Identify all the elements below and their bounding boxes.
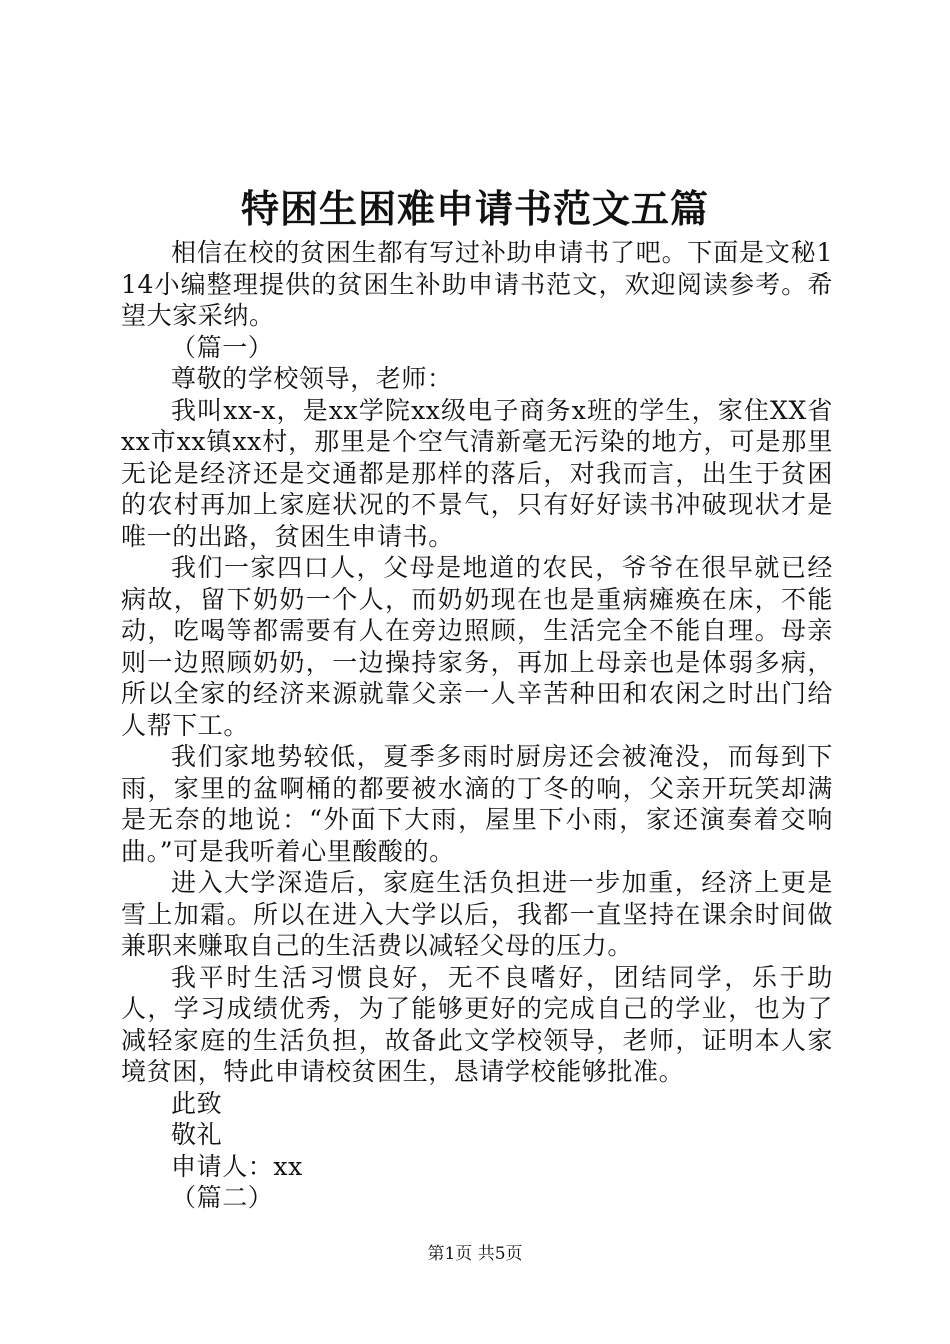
body-paragraph: 我叫xx-x，是xx学院xx级电子商务x班的学生，家住XX省xx市xx镇xx村，那里是个空气清新毫无污染的地方，可是那里无论是经济还是交通都是那样的落后，对我而言，出生于贫困的农村再加上家庭状况的不景气，只有好好读书冲破现状才是唯一的出路，贫困生申请书。 [121, 395, 833, 551]
body-paragraph: 我们一家四口人，父母是地道的农民，爷爷在很早就已经病故，留下奶奶一个人，而奶奶现在也是重病瘫痪在床，不能动，吃喝等都需要有人在旁边照顾，生活完全不能自理。母亲则一边照顾奶奶，一边操持家务，再加上母亲也是体弱多病，所以全家的经济来源就靠父亲一人辛苦种田和农闲之时出门给人帮下工。 [121, 553, 833, 740]
document-title: 特困生困难申请书范文五篇 [240, 186, 709, 231]
closing-salute: 敬礼 [171, 1120, 223, 1149]
body-paragraph: 我们家地势较低，夏季多雨时厨房还会被淹没，而每到下雨，家里的盆啊桶的都要被水滴的丁冬的响，父亲开玩笑却满是无奈的地说：“外面下大雨，屋里下小雨，家还演奏着交响曲。”可是我听着心里酸酸的。 [121, 742, 833, 866]
section-heading-2: （篇二） [171, 1183, 274, 1212]
document-body [121, 237, 833, 1214]
body-paragraph: 进入大学深造后，家庭生活负担进一步加重，经济上更是雪上加霜。所以在进入大学以后，我都一直坚持在课余时间做兼职来赚取自己的生活费以减轻父母的压力。 [121, 868, 833, 960]
closing-line: 此致 [171, 1088, 223, 1118]
page-footer: 第1页 共5页 [427, 1244, 523, 1264]
section-heading-1: （篇一） [171, 332, 274, 362]
intro-paragraph: 相信在校的贫困生都有写过补助申请书了吧。下面是文秘114小编整理提供的贫困生补助申请书范文，欢迎阅读参考。希望大家采纳。 [121, 238, 833, 330]
body-paragraph: 我平时生活习惯良好，无不良嗜好，团结同学，乐于助人，学习成绩优秀，为了能够更好的完成自己的学业，也为了减轻家庭的生活负担，故备此文学校领导，老师，证明本人家境贫困，特此申请校贫困生，恳请学校能够批准。 [121, 962, 833, 1086]
applicant-signature: 申请人：xx [171, 1151, 303, 1181]
salutation: 尊敬的学校领导，老师： [171, 364, 453, 393]
